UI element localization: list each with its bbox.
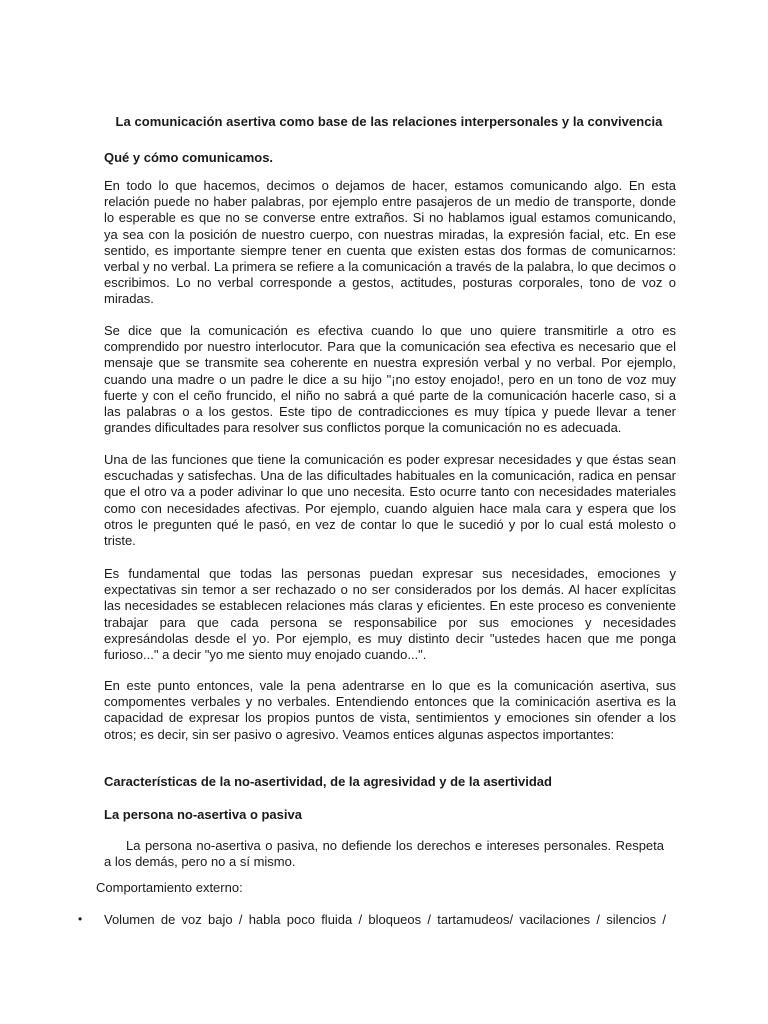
paragraph-2: Se dice que la comunicación es efectiva cuando lo que uno quiere transmitirle a otro es comprendido por nuestro interlocutor. Para que la comunicación sea efectiva es necesario que el mensaje que se transmite sea coherente en nuestra expresión verbal y no verbal. Por ejemplo, cuando una madre o un padre le dice a su hijo "¡no estoy enojado!, pero en un tono de voz muy fuerte y con el ceño fruncido, el niño no sabrá a qué parte de la comunicación hacerle caso, si a las palabras o a los gestos. Este tipo de contradicciones es muy típica y puede llevar a tener grandes dificultades para resolver sus conflictos porque la comunicación no es adecuada. <box>104 323 676 436</box>
section-heading-persona-no-asertiva: La persona no-asertiva o pasiva <box>104 807 302 822</box>
bullet-item: Volumen de voz bajo / habla poco fluida / bloqueos / tartamudeos/ vacilaciones / silencios / <box>104 912 666 927</box>
paragraph-1: En todo lo que hacemos, decimos o dejamos de hacer, estamos comunicando algo. En esta relación puede no haber palabras, por ejemplo entre pasajeros de un medio de transporte, donde lo esperable es que no se converse entre extraños. Si no hablamos igual estamos comunicando, ya sea con la posición de nuestro cuerpo, con nuestras miradas, la expresión facial, etc. En ese sentido, es importante siempre tener en cuenta que existen estas dos formas de comunicarnos: verbal y no verbal. La primera se refiere a la comunicación a través de la palabra, lo que decimos o escribimos. Lo no verbal corresponde a gestos, actitudes, posturas corporales, tono de voz o miradas. <box>104 178 676 307</box>
paragraph-5: En este punto entonces, vale la pena adentrarse en lo que es la comunicación asertiva, sus compomentes verbales y no verbales. Entendiendo entonces que la cominicación asertiva es la capacidad de expresar los propios puntos de vista, sentimientos y emociones sin ofender a los otros; es decir, sin ser pasivo o agresivo. Veamos entices algunas aspectos importantes: <box>104 678 676 742</box>
paragraph-3: Una de las funciones que tiene la comunicación es poder expresar necesidades y que éstas sean escuchadas y satisfechas. Una de las dificultades habituales en la comunicación, radica en pensar que el otro va a poder adivinar lo que uno necesita. Esto ocurre tanto con necesidades materiales como con necesidades afectivas. Por ejemplo, cuando alguien hace mala cara y espera que los otros le pregunten qué le pasó, en vez de contar lo que le sucedió y por lo cual está molesto o triste. <box>104 452 676 549</box>
document-title: La comunicación asertiva como base de las relaciones interpersonales y la convivencia <box>115 114 663 129</box>
paragraph-persona-no-asertiva: La persona no-asertiva o pasiva, no defiende los derechos e intereses personales. Respeta a los demás, pero no a sí mismo. <box>104 838 664 870</box>
bullet-icon: • <box>78 912 83 926</box>
behavior-label: Comportamiento externo: <box>96 880 243 895</box>
section-heading-caracteristicas: Características de la no-asertividad, de la agresividad y de la asertividad <box>104 774 552 789</box>
paragraph-4: Es fundamental que todas las personas puedan expresar sus necesidades, emociones y expectativas sin temor a ser rechazado o no ser considerados por los demás. Al hacer explícitas las necesidades se establecen relaciones más claras y eficientes. En este proceso es conveniente trabajar para que cada persona se responsabilice por sus emociones y necesidades expresándolas desde el yo. Por ejemplo, es muy distinto decir "ustedes hacen que me ponga furioso..." a decir "yo me siento muy enojado cuando...". <box>104 566 676 663</box>
section-heading-que-y-como: Qué y cómo comunicamos. <box>104 150 274 165</box>
